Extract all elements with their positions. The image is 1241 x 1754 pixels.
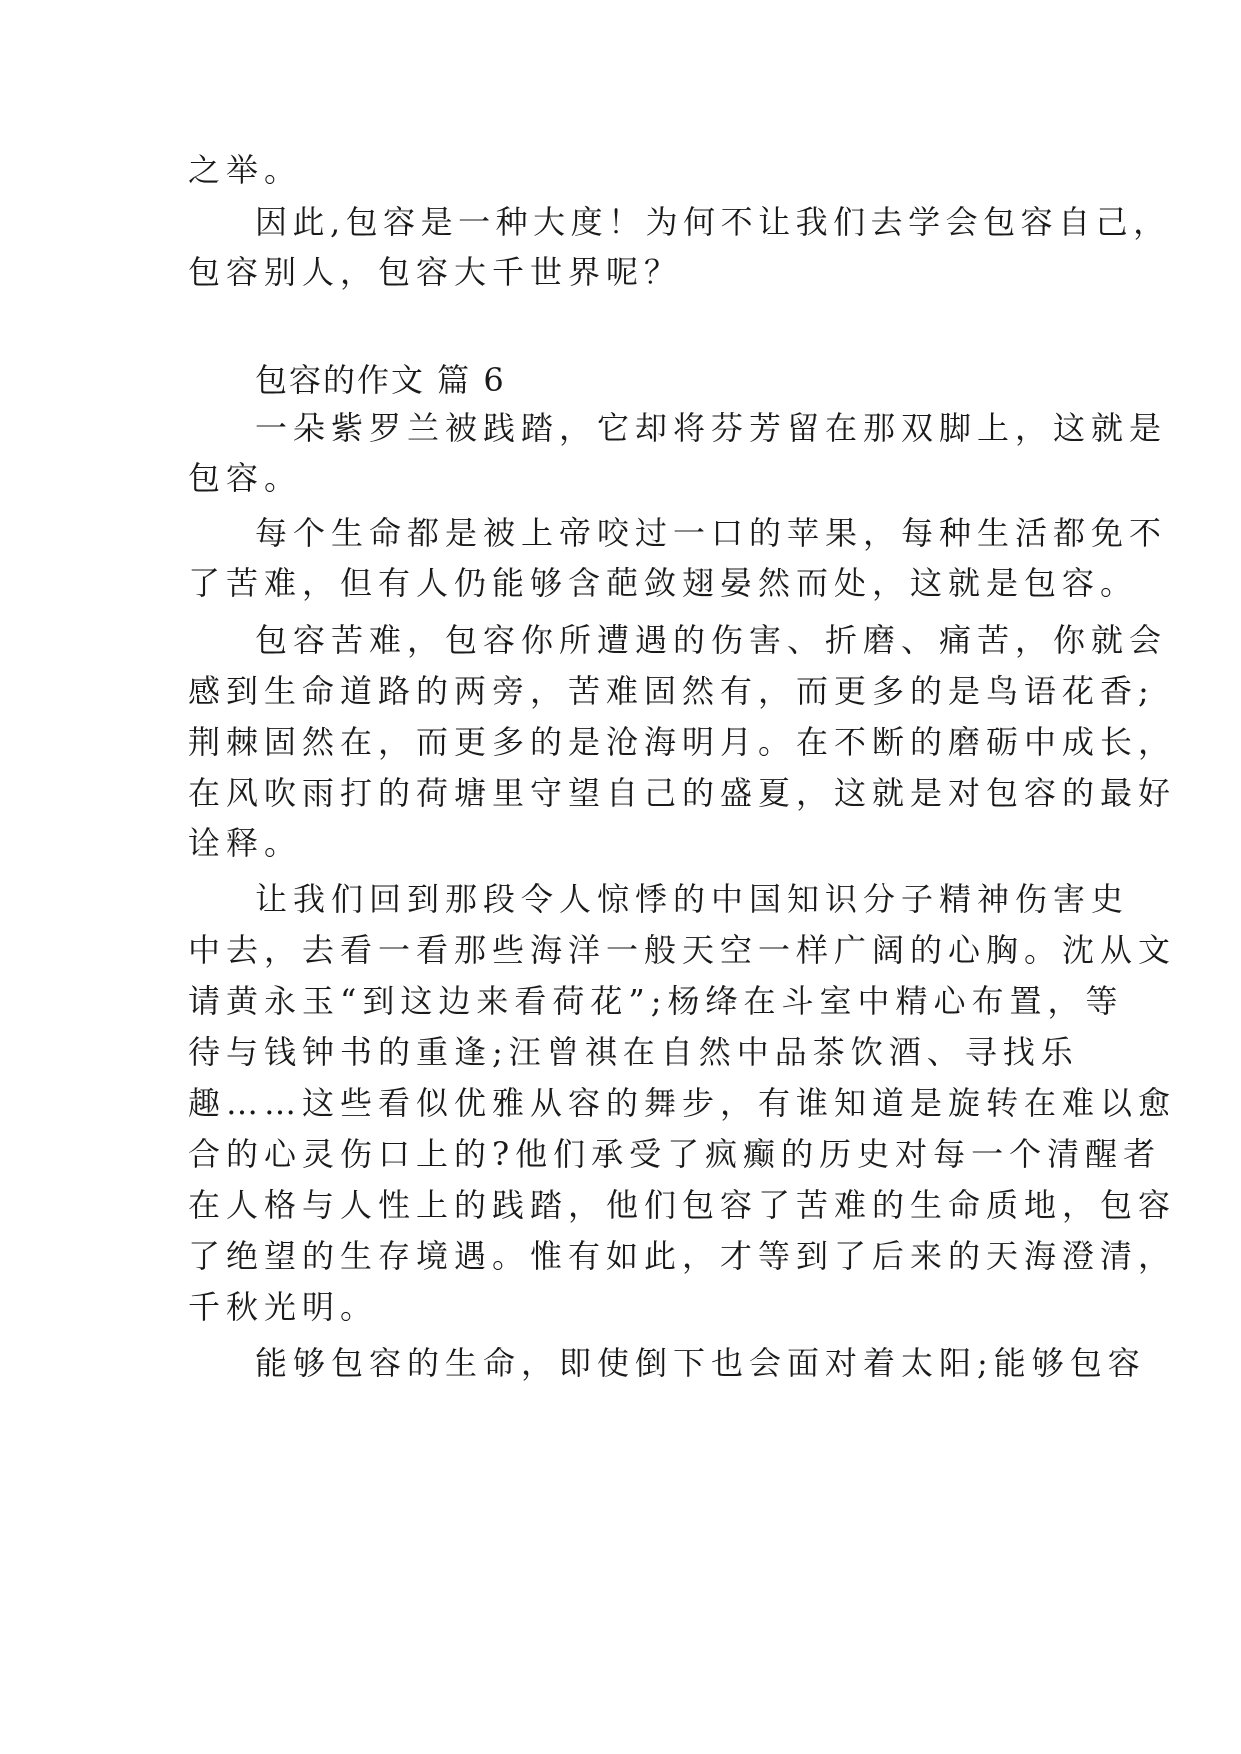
text-line: 了苦难，但有人仍能够含葩敛翅晏然而处，这就是包容。 — [188, 564, 1139, 602]
text-line: 了绝望的生存境遇。惟有如此，才等到了后来的天海澄清， — [188, 1237, 1177, 1275]
text-line: 包容别人，包容大千世界呢？ — [188, 253, 683, 291]
text-line: 合的心灵伤口上的?他们承受了疯癫的历史对每一个清醒者 — [188, 1135, 1162, 1173]
text-line: 中去，去看一看那些海洋一般天空一样广阔的心胸。沈从文 — [188, 931, 1177, 969]
text-line: 在人格与人性上的践踏，他们包容了苦难的生命质地，包容 — [188, 1186, 1177, 1224]
text-line: 之举。 — [188, 151, 303, 189]
text-line: 能够包容的生命，即使倒下也会面对着太阳;能够包容 — [255, 1344, 1146, 1382]
text-line: 包容苦难，包容你所遭遇的伤害、折磨、痛苦，你就会 — [255, 621, 1168, 659]
text-line: 待与钱钟书的重逢;汪曾祺在自然中品茶饮酒、寻找乐 — [188, 1033, 1079, 1071]
text-line: 一朵紫罗兰被践踏，它却将芬芳留在那双脚上，这就是 — [255, 409, 1168, 447]
text-line: 让我们回到那段令人惊悸的中国知识分子精神伤害史 — [255, 880, 1130, 918]
text-line: 因此,包容是一种大度！为何不让我们去学会包容自己， — [255, 203, 1171, 241]
text-line: 诠释。 — [188, 824, 303, 862]
text-line: 感到生命道路的两旁，苦难固然有，而更多的是鸟语花香; — [188, 672, 1155, 710]
section-heading: 包容的作文 篇 6 — [255, 361, 506, 399]
text-line: 在风吹雨打的荷塘里守望自己的盛夏，这就是对包容的最好 — [188, 774, 1177, 812]
text-line: 请黄永玉“到这边来看荷花”;杨绛在斗室中精心布置，等 — [188, 982, 1124, 1020]
text-line: 包容。 — [188, 459, 303, 497]
text-line: 千秋光明。 — [188, 1288, 379, 1326]
text-line: 荆棘固然在，而更多的是沧海明月。在不断的磨砺中成长， — [188, 723, 1177, 761]
text-line: 每个生命都是被上帝咬过一口的苹果，每种生活都免不 — [255, 514, 1168, 552]
text-line: 趣……这些看似优雅从容的舞步，有谁知道是旋转在难以愈 — [188, 1084, 1177, 1122]
